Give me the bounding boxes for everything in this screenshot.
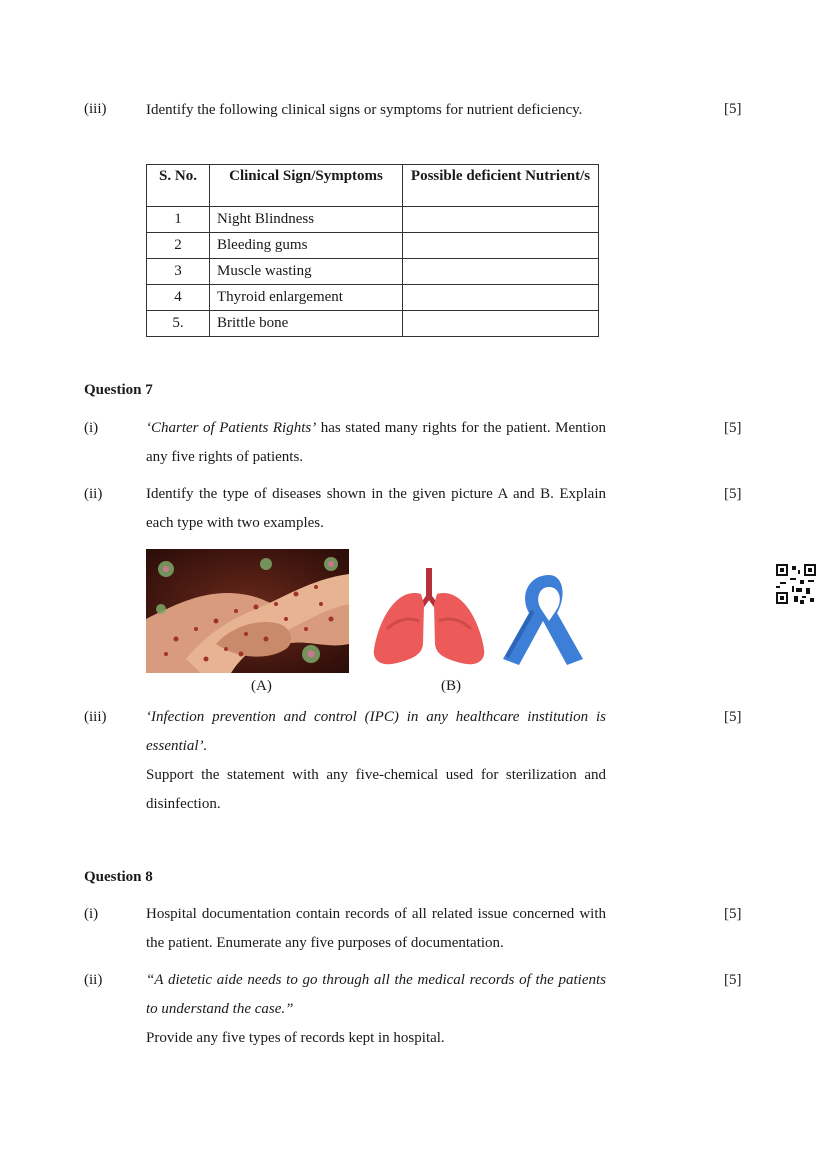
question-number: (i) (84, 906, 99, 922)
table-cell: Night Blindness (210, 207, 403, 233)
marks: [5] (724, 486, 742, 502)
table-cell (403, 285, 599, 311)
question-text (146, 414, 606, 472)
table-cell: Muscle wasting (210, 259, 403, 285)
question-body: Support the statement with any five-chemical used for sterilization and disinfection. (146, 767, 606, 812)
table-cell: Thyroid enlargement (210, 285, 403, 311)
table-cell: Bleeding gums (210, 233, 403, 259)
table-header: S. No. (147, 165, 210, 207)
marks: [5] (724, 709, 742, 725)
table-cell: 5. (147, 311, 210, 337)
table-header-row (147, 165, 599, 207)
table-row (147, 259, 599, 285)
italic-quote: ‘Charter of Patients Rights’ (146, 420, 317, 436)
question-text (146, 703, 606, 819)
table-cell: 3 (147, 259, 210, 285)
caption-a: (A) (251, 678, 272, 694)
table-cell: 1 (147, 207, 210, 233)
table-row (147, 207, 599, 233)
question-text: Identify the following clinical signs or symptoms for nutrient deficiency. (146, 102, 583, 118)
table-cell (403, 207, 599, 233)
question-number: (ii) (84, 972, 103, 988)
disease-picture-a (146, 549, 349, 673)
qr-code (776, 564, 816, 604)
question-title: Question 8 (84, 869, 153, 885)
italic-quote: ‘Infection prevention and control (IPC) in any healthcare institution is essential’. (146, 709, 606, 754)
question-text (146, 966, 606, 1053)
question-number: (ii) (84, 486, 103, 502)
table-header: Clinical Sign/Symptoms (210, 165, 403, 207)
disease-picture-b (367, 549, 605, 673)
table-cell: 4 (147, 285, 210, 311)
marks: [5] (724, 420, 742, 436)
marks: [5] (724, 101, 742, 117)
question-number: (iii) (84, 709, 107, 725)
italic-quote: “A dietetic aide needs to go through all the medical records of the patients to understand the case.” (146, 972, 606, 1017)
table-header: Possible deficient Nutrient/s (403, 165, 599, 207)
question-text: Identify the type of diseases shown in the given picture A and B. Explain each type with two examples. (146, 486, 606, 531)
table-row (147, 233, 599, 259)
table-row (147, 311, 599, 337)
caption-b: (B) (441, 678, 461, 694)
nutrient-table (146, 164, 599, 337)
question-number: (i) (84, 420, 99, 436)
table-cell (403, 259, 599, 285)
table-row (147, 285, 599, 311)
marks: [5] (724, 906, 742, 922)
table-cell: Brittle bone (210, 311, 403, 337)
question-number: (iii) (84, 101, 107, 117)
table-cell (403, 311, 599, 337)
table-cell: 2 (147, 233, 210, 259)
marks: [5] (724, 972, 742, 988)
question-title: Question 7 (84, 382, 153, 398)
question-body: has stated many rights for the patient. Mention any five rights of patients. (146, 420, 606, 465)
question-text: Hospital documentation contain records of all related issue concerned with the patient. Enumerate any five purposes of documentation. (146, 906, 606, 951)
question-body: Provide any five types of records kept in hospital. (146, 1030, 445, 1046)
table-cell (403, 233, 599, 259)
